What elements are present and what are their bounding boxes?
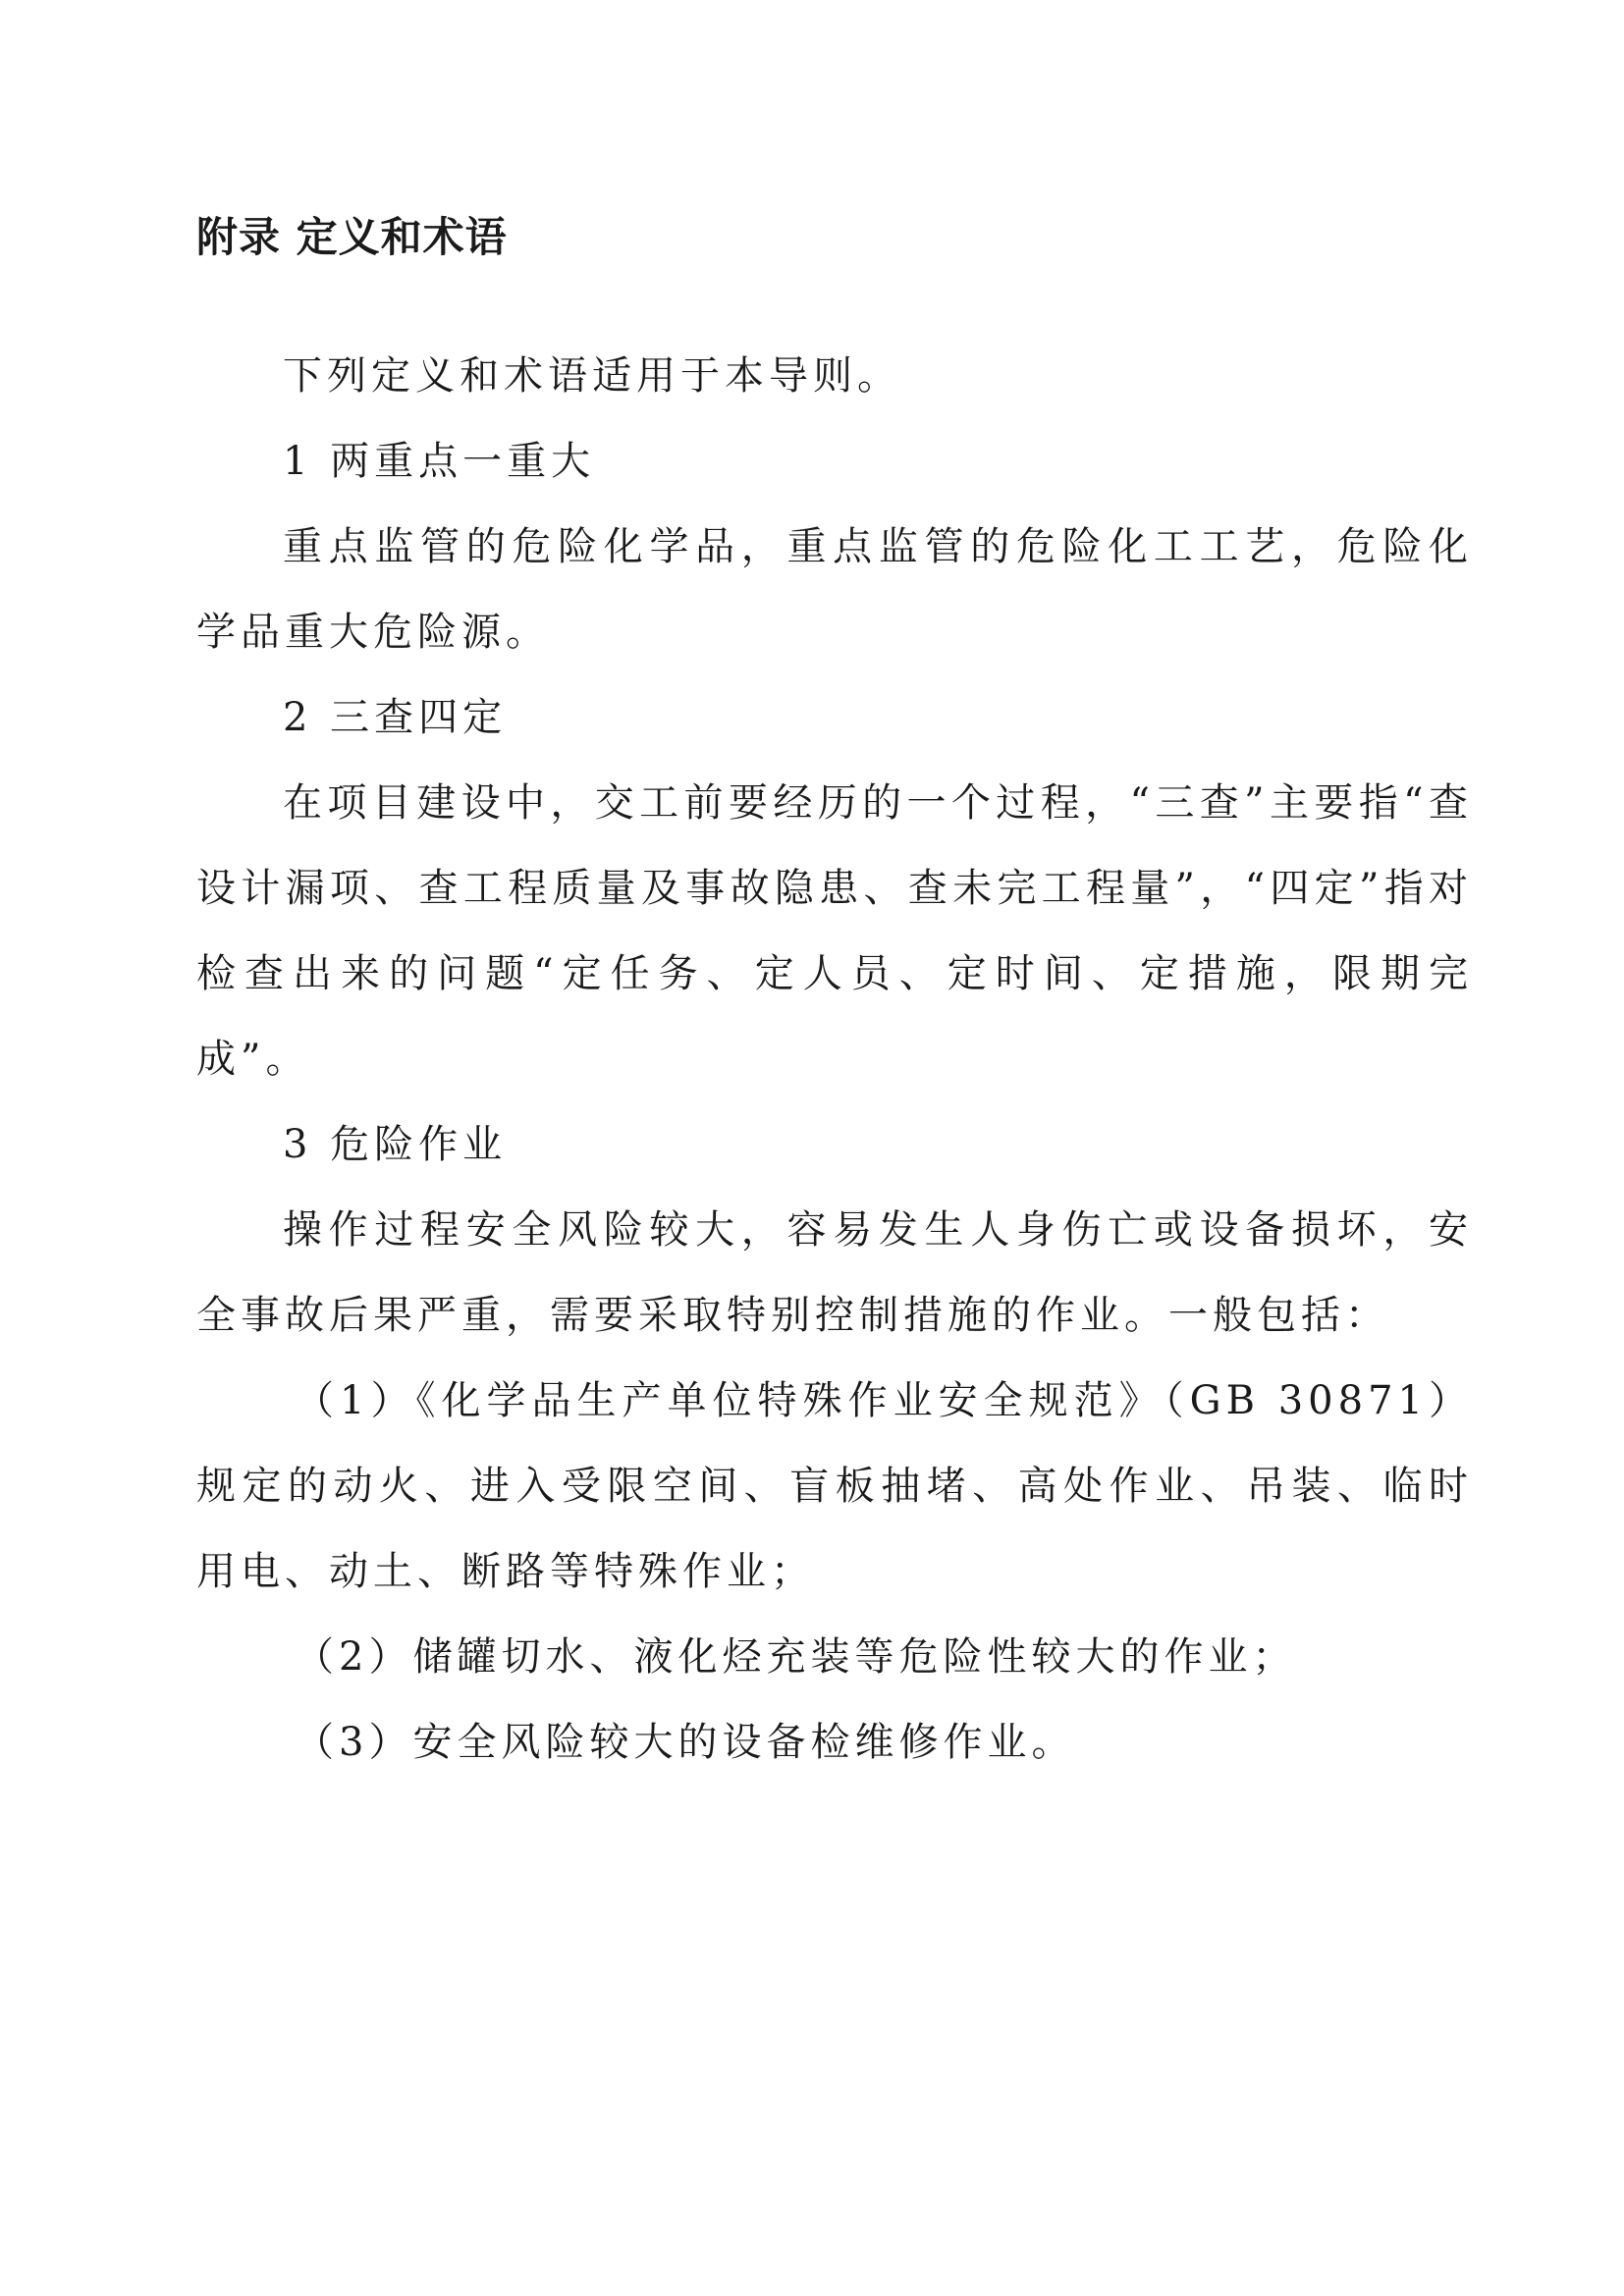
document-body	[196, 334, 1473, 1786]
list-item-3: （3）安全风险较大的设备检维修作业。	[295, 1720, 1076, 1765]
term-3-definition: 操作过程安全风险较大，容易发生人身伤亡或设备损坏，安全事故后果严重，需要采取特别控制措施的作业。一般包括：	[196, 1207, 1473, 1338]
list-item-2: （2）储罐切水、液化烃充装等危险性较大的作业；	[295, 1634, 1297, 1680]
term-3-heading: 3 危险作业	[283, 1122, 508, 1167]
list-item-1: （1）《化学品生产单位特殊作业安全规范》（GB 30871）规定的动火、进入受限空间、盲板抽堵、高处作业、吊装、临时用电、动土、断路等特殊作业；	[196, 1378, 1473, 1594]
appendix-heading: 附录 定义和术语	[196, 213, 508, 261]
term-2-heading: 2 三查四定	[283, 695, 508, 740]
term-2-definition: 在项目建设中，交工前要经历的一个过程，“三查”主要指“查设计漏项、查工程质量及事故隐患、查未完工程量”，“四定”指对检查出来的问题“定任务、定人员、定时间、定措施，限期完成”。	[196, 780, 1473, 1082]
term-1-heading: 1 两重点一重大	[283, 439, 596, 484]
term-1-definition: 重点监管的危险化学品，重点监管的危险化工工艺，危险化学品重大危险源。	[196, 524, 1473, 655]
intro-paragraph: 下列定义和术语适用于本导则。	[283, 353, 901, 399]
